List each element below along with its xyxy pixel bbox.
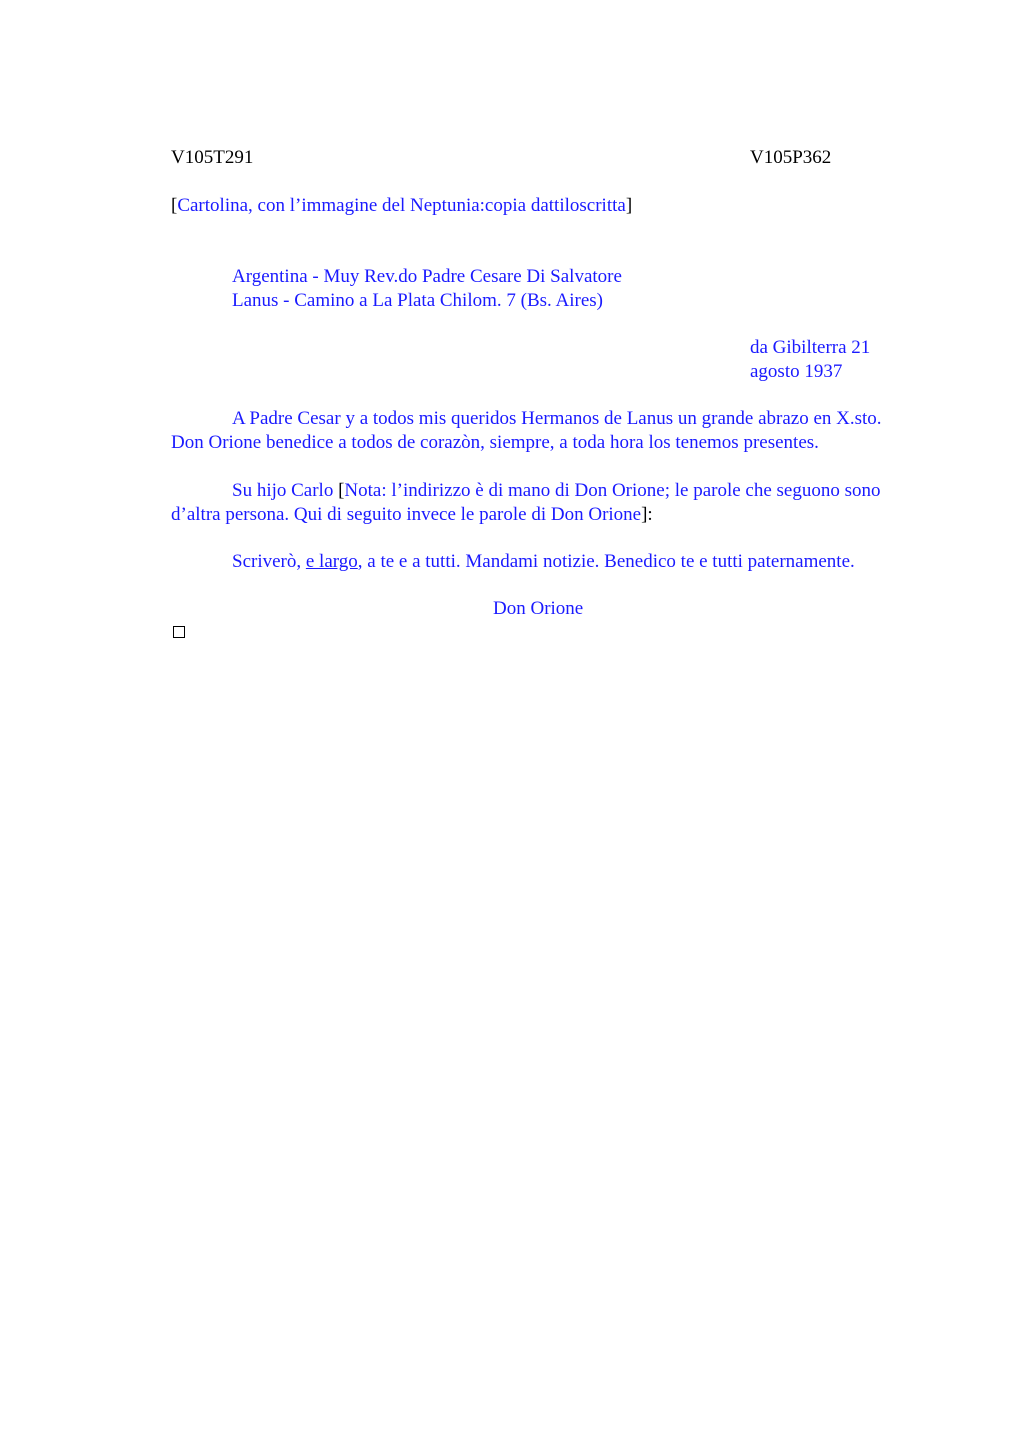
paragraph-2-main: Su hijo Carlo: [232, 480, 339, 501]
note-close-bracket: ]: [625, 195, 633, 216]
address-line-2: Lanus - Camino a La Plata Chilom. 7 (Bs. Aires): [232, 290, 603, 311]
reference-code-left: V105T291: [171, 147, 254, 168]
note-open-bracket: [: [171, 195, 178, 216]
paragraph-3-underlined: e largo: [305, 551, 358, 572]
paragraph-2-note: Nota: l’indirizzo è di mano di Don Orione; le parole che seguono sono d’altra persona. Qui di seguito invece le parole di Don Orione: [171, 480, 881, 525]
signature: Don Orione: [493, 598, 584, 619]
body-paragraph-3: [232, 550, 855, 574]
place-date-line-2: agosto 1937: [750, 361, 843, 382]
address-line-1: Argentina - Muy Rev.do Padre Cesare Di Salvatore: [232, 266, 622, 287]
place-date-line-1: da Gibilterra 21: [750, 337, 871, 358]
paragraph-3-before: Scriverò,: [232, 551, 306, 572]
note-text: Cartolina, con l’immagine del Neptunia:copia dattiloscritta: [177, 195, 626, 216]
reference-code-right: V105P362: [750, 147, 832, 168]
paragraph-2-open-bracket: [: [338, 480, 345, 501]
body-paragraph-1: A Padre Cesar y a todos mis queridos Hermanos de Lanus un grande abrazo en X.sto. Don Orione benedice a todos de corazòn, siempre, a toda hora los tenemos presentes.: [171, 408, 882, 453]
empty-square-icon: [173, 626, 185, 638]
paragraph-3-after: , a te e a tutti. Mandami notizie. Benedico te e tutti paternamente.: [357, 551, 855, 572]
paragraph-2-close-bracket: ]:: [641, 504, 653, 525]
body-paragraph-2: [171, 479, 901, 527]
editorial-note: [171, 194, 632, 218]
